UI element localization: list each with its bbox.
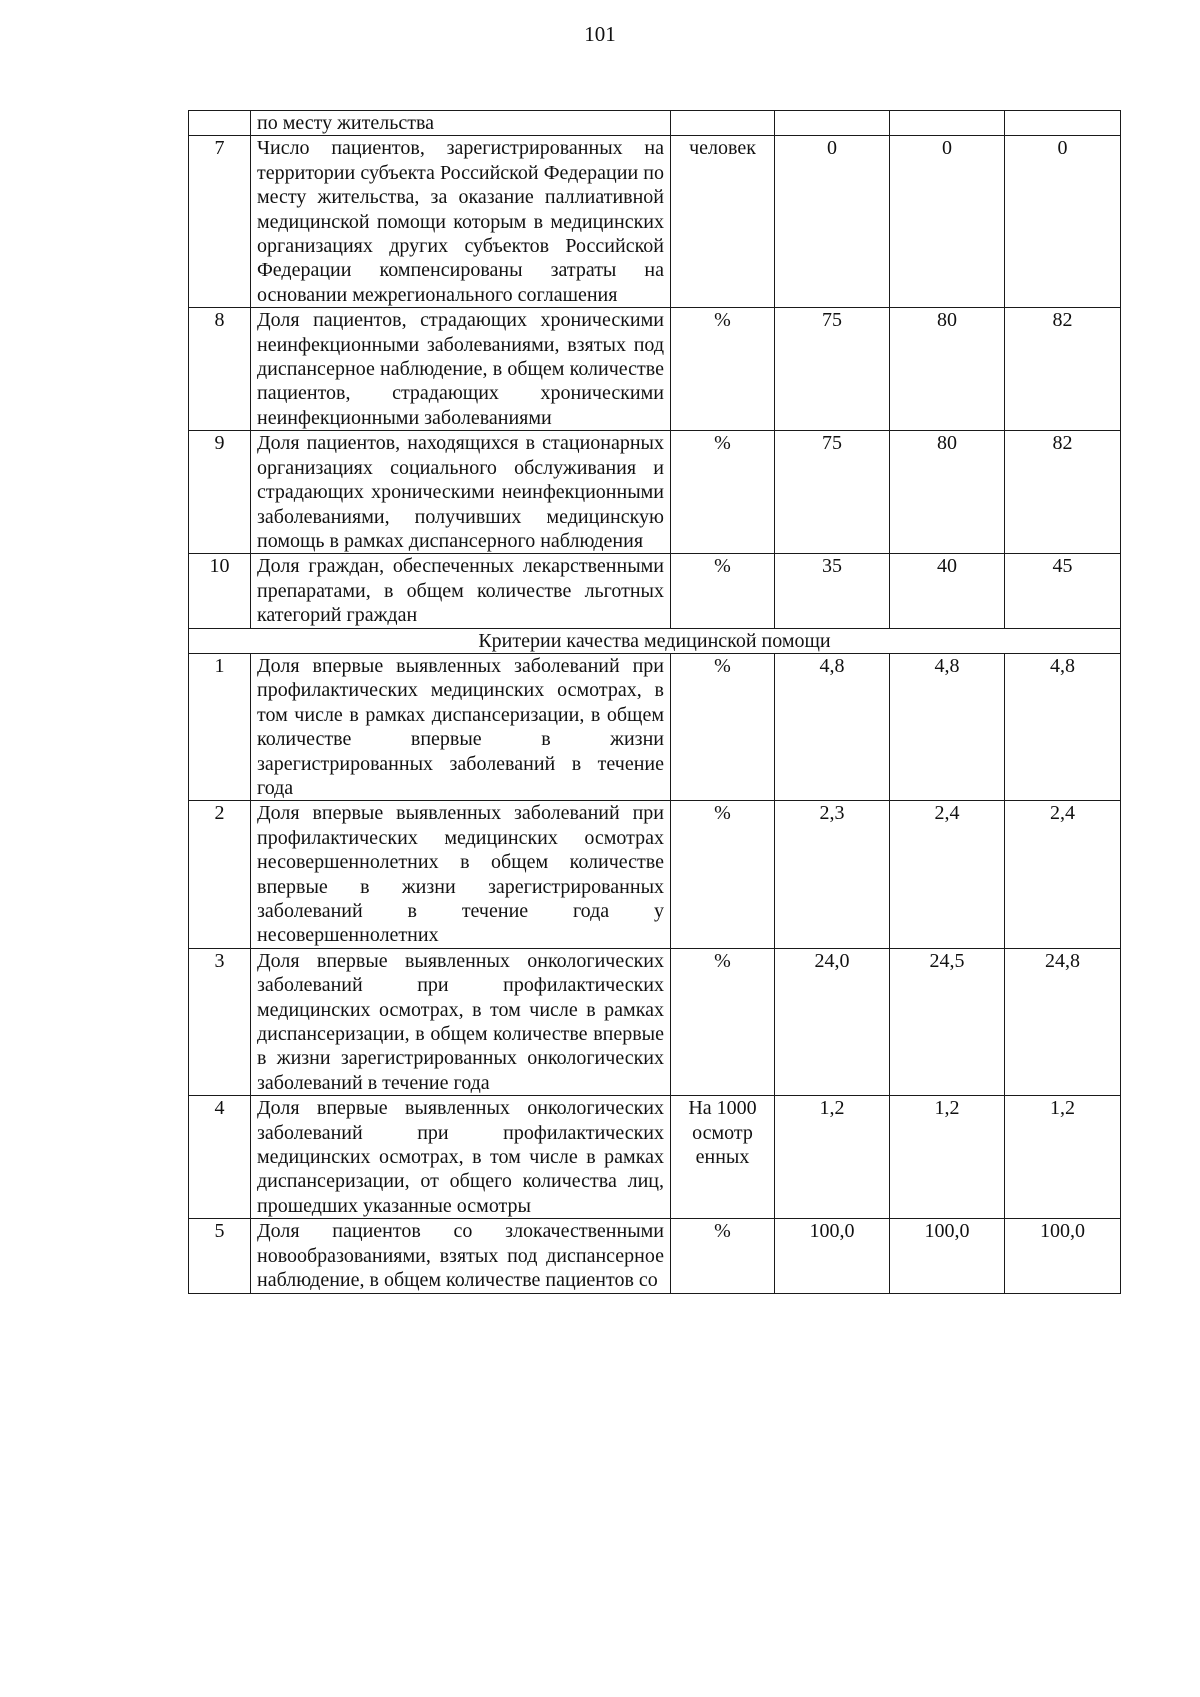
row-number: 7	[189, 136, 251, 308]
row-name: Доля впервые выявленных заболеваний при профилактических медицинских осмотрах несовершеннолетних в общем количестве впервые в жизни зарегистрированных заболеваний в течение года у несовершеннолетних	[251, 801, 671, 948]
row-unit: %	[671, 431, 775, 554]
row-number: 2	[189, 801, 251, 948]
row-value-3: 82	[1005, 431, 1121, 554]
row-value-1: 75	[775, 431, 890, 554]
row-unit: %	[671, 1219, 775, 1293]
row-number: 5	[189, 1219, 251, 1293]
row-value-2: 80	[890, 308, 1005, 431]
row-value-3	[1005, 111, 1121, 136]
row-value-1: 4,8	[775, 653, 890, 800]
row-name: Число пациентов, зарегистрированных на территории субъекта Российской Федерации по месту жительства, за оказание паллиативной медицинской помощи которым в медицинских организациях других субъектов Российской Федерации компенсированы затраты на основании межрегионального соглашения	[251, 136, 671, 308]
row-value-3: 2,4	[1005, 801, 1121, 948]
row-value-3: 1,2	[1005, 1096, 1121, 1219]
row-value-1: 2,3	[775, 801, 890, 948]
section-title: Критерии качества медицинской помощи	[189, 628, 1121, 653]
row-value-2: 0	[890, 136, 1005, 308]
row-value-3: 45	[1005, 554, 1121, 628]
row-name: Доля пациентов, находящихся в стационарных организациях социального обслуживания и страдающих хроническими неинфекционными заболеваниями, получивших медицинскую помощь в рамках диспансерного наблюдения	[251, 431, 671, 554]
row-value-3: 24,8	[1005, 948, 1121, 1095]
table-row	[189, 1219, 1121, 1293]
row-number: 8	[189, 308, 251, 431]
row-value-2: 100,0	[890, 1219, 1005, 1293]
row-number: 1	[189, 653, 251, 800]
row-value-1: 100,0	[775, 1219, 890, 1293]
row-name: Доля впервые выявленных онкологических заболеваний при профилактических медицинских осмотрах, в том числе в рамках диспансеризации, в общем количестве впервые в жизни зарегистрированных онкологических заболеваний в течение года	[251, 948, 671, 1095]
row-value-2	[890, 111, 1005, 136]
row-unit: человек	[671, 136, 775, 308]
row-value-1: 24,0	[775, 948, 890, 1095]
row-name: Доля впервые выявленных заболеваний при профилактических медицинских осмотрах, в том числе в рамках диспансеризации, в общем количестве впервые в жизни зарегистрированных заболеваний в течение года	[251, 653, 671, 800]
row-value-1: 0	[775, 136, 890, 308]
row-value-1: 75	[775, 308, 890, 431]
table-row	[189, 1096, 1121, 1219]
row-value-1: 35	[775, 554, 890, 628]
row-value-1: 1,2	[775, 1096, 890, 1219]
row-value-1	[775, 111, 890, 136]
row-name: Доля пациентов, страдающих хроническими неинфекционными заболеваниями, взятых под диспансерное наблюдение, в общем количестве пациентов, страдающих хроническими неинфекционными заболеваниями	[251, 308, 671, 431]
row-number: 4	[189, 1096, 251, 1219]
row-value-2: 2,4	[890, 801, 1005, 948]
table-row	[189, 554, 1121, 628]
row-name: Доля граждан, обеспеченных лекарственными препаратами, в общем количестве льготных категорий граждан	[251, 554, 671, 628]
row-value-3: 100,0	[1005, 1219, 1121, 1293]
row-value-2: 4,8	[890, 653, 1005, 800]
table-row	[189, 136, 1121, 308]
row-number: 9	[189, 431, 251, 554]
row-name: Доля впервые выявленных онкологических заболеваний при профилактических медицинских осмотрах, в том числе в рамках диспансеризации, от общего количества лиц, прошедших указанные осмотры	[251, 1096, 671, 1219]
row-unit: %	[671, 801, 775, 948]
section-header-row	[189, 628, 1121, 653]
row-value-3: 4,8	[1005, 653, 1121, 800]
table-row	[189, 308, 1121, 431]
table-row-carryover	[189, 111, 1121, 136]
row-value-2: 80	[890, 431, 1005, 554]
row-unit: На 1000 осмотр енных	[671, 1096, 775, 1219]
row-value-2: 24,5	[890, 948, 1005, 1095]
row-number: 10	[189, 554, 251, 628]
row-name: по месту жительства	[251, 111, 671, 136]
indicators-table	[188, 110, 1121, 1294]
row-name: Доля пациентов со злокачественными новообразованиями, взятых под диспансерное наблюдение, в общем количестве пациентов со	[251, 1219, 671, 1293]
row-unit: %	[671, 308, 775, 431]
row-value-2: 1,2	[890, 1096, 1005, 1219]
row-value-2: 40	[890, 554, 1005, 628]
table-row	[189, 948, 1121, 1095]
row-unit: %	[671, 948, 775, 1095]
table-row	[189, 801, 1121, 948]
row-unit	[671, 111, 775, 136]
row-number	[189, 111, 251, 136]
row-number: 3	[189, 948, 251, 1095]
row-unit: %	[671, 653, 775, 800]
row-value-3: 82	[1005, 308, 1121, 431]
row-unit: %	[671, 554, 775, 628]
page-number: 101	[584, 22, 616, 46]
row-value-3: 0	[1005, 136, 1121, 308]
table-row	[189, 431, 1121, 554]
table-row	[189, 653, 1121, 800]
